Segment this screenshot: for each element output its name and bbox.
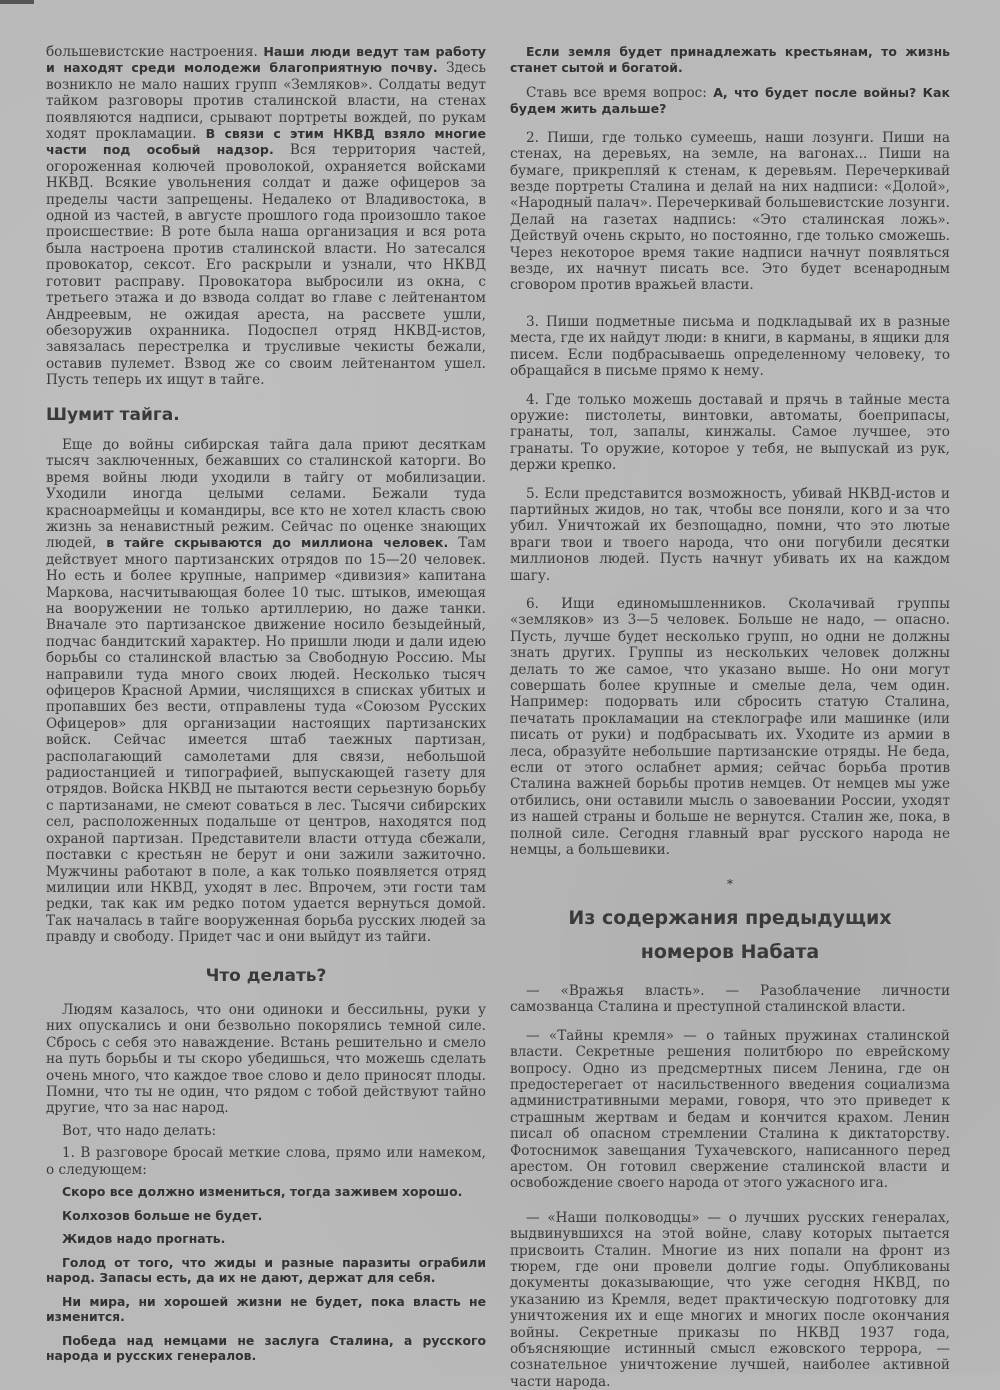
list-item-2: 2. Пиши, где только сумеешь, наши лозунги. Пиши на стенах, на деревьях, на земле, на вагонах... Пиши на бумаге, прикрепляй к стенам, к деревьям. Перечеркивай везде портреты Сталина и делай на них надписи: «Долой», «Народный палач». Перечеркивай большевистские лозунги. Делай на газетах надпись: «Это сталинская ложь». Действуй очень скрыто, но постоянно, где только сможешь. Через некоторое время такие надписи начнут появляться везде, их начнут писать все. Это будет всенародным сговором против вражьей власти. (510, 129, 950, 294)
right-column (510, 44, 950, 1390)
text: Вся территория частей, огороженная колючей проволокой, охраняется войсками НКВД. Всякие увольнения солдат и даже офицеров за пределы части запрещены. Недалеко от Владивостока, в одной из частей, в августе прошлого года произошло такое происшествие: В роте была наша организация и вся рота была настроена против сталинской власти. Но затесался провокатор, сексот. Его раскрыли и узнали, что НКВД готовит расправу. Провокатора выбросили из окна, с третьего этажа и до взвода солдат во главе с лейтенантом Андреевым, не ожидая ареста, на рассвете ушли, обезоружив охранника. Подоспел отряд НКВД-истов, завязалась перестрелка и трусливые чекисты бежали, оставив пулемет. Взвод же со своим лейтенантом ушел. Пусть теперь их ищут в тайге. (46, 142, 486, 389)
bold-text: в тайге скрываются до миллиона человек. (106, 535, 449, 551)
section-heading-taiga: Шумит тайга. (46, 404, 180, 425)
scan-edge-mark (0, 0, 34, 4)
paragraph-here-is: Вот, что надо делать: (62, 1122, 217, 1139)
slogan: Жидов надо прогнать. (62, 1231, 226, 1246)
bold-text: В связи с этим НКВД взяло многие части под особый надзор. (46, 126, 486, 158)
slogan: Скоро все должно измениться, тогда заживем хорошо. (62, 1184, 463, 1199)
paragraph-what-to-do: Людям казалось, что они одиноки и бессильны, руки у них опускались и они безвольно покорялись темной силе. Сбрось с себя это наваждение. Встань решительно и смело на путь борьбы и ты скоро убедишься, что можешь сделать очень много, что каждое твое слово и дело приносят плоды. Помни, что ты не один, что рядом с тобой действуют тайно другие, что за нас народ. (46, 1001, 486, 1117)
bold-text: Наши люди ведут там работу и находят среди молодежи благоприятную почву. (46, 44, 486, 76)
contents-heading (510, 901, 950, 969)
slogan: Голод от того, что жиды и разные паразиты ограбили народ. Запасы есть, да их не дают, держат для себя. (46, 1254, 486, 1285)
slogan: Победа над немцами не заслуга Сталина, а русского народа и русских генералов. (46, 1332, 486, 1363)
list-item-4: 4. Где только можешь доставай и прячь в тайные места оружие: пистолеты, винтовки, автоматы, боеприпасы, гранаты, тол, запалы, кинжалы. Самое лучшее, это гранаты. То оружие, которое у тебя, не выпускай из рук, держи крепко. (510, 391, 950, 474)
separator-asterisk: * (727, 877, 733, 892)
contents-entry: — «Вражья власть». — Разоблачение личности самозванца Сталина и преступной сталинской власти. (510, 982, 950, 1016)
slogan: Ни мира, ни хорошей жизни не будет, пока власть не изменится. (46, 1293, 486, 1324)
contents-entry: — «Тайны кремля» — о тайных пружинах сталинской власти. Секретные решения политбюро по еврейскому вопросу. Одно из предсмертных писем Ленина, где он предостерегает от насильственного введения социализма административными мерами, говоря, что это приведет к страшным жертвам и бедам и кончится крахом. Ленин писал об опасном стремлении Сталина к диктаторству. Фотоснимок завещания Тухачевского, написанного перед арестом. Он готовил свержение сталинской власти и освобождение своего народа от этого ужасного ига. (510, 1027, 950, 1192)
contents-heading-line1: Из содержания предыдущих (568, 906, 892, 929)
list-item-6: 6. Ищи единомышленников. Сколачивай группы «земляков» из 3—5 человек. Больше не надо, — опасно. Пусть, лучше будет несколько групп, но одни не должны знать других. Группы из нескольких человек должны делать то же самое, что указано выше. Но они могут совершать более крупные и смелые дела, чем один. Например: подорвать или сбросить статую Сталина, печатать прокламации на стеклографе или машинке (или писать от руки) и подбрасывать их. Уходите из армии в леса, образуйте небольшие партизанские отряды. Не беда, если от этого ослабнет армия; сейчас борьба против Сталина важней борьбы против немцев. От немцев мы уже отбились, они оставили мысль о завоевании России, уходят из нашей страны и больше не вернутся. Сталин же, пока, в полной силе. Сегодня главный враг русского народа не немцы, а большевики. (510, 595, 950, 859)
text: Там действует много партизанских отрядов по 15—20 человек. Но есть и более крупные, например «дивизия» капитана Маркова, насчитывающая более 10 тыс. штыков, имеющая на вооружении не только артиллерию, но даже танки. Вначале это партизанское движение носило безыдейный, подчас бандитский характер. Но пришли люди и дали идею борьбы со сталинской властью за Свободную Россию. Мы направили туда много своих людей. Несколько тысяч офицеров Красной Армии, числящихся в списках убитых и пропавших без вести, отправлены туда «Союзом Русских Офицеров» для организации настоящих партизанских войск. Сейчас имеется штаб таежных партизан, располагающий самолетами для связи, небольшой радиостанцией и типографией, выпускающей газету для отрядов. Войска НКВД не пытаются вести серьезную борьбу с партизанами, не смеют соваться в лес. Тысячи сибирских сел, расположенных подальше от центров, находятся под охраной партизан. Представители власти оттуда сбежали, поставки с крестьян не берут и они зажили зажиточно. Мужчины работают в поле, а как только появляется отряд милиции или НКВД, уходят в лес. Впрочем, эти гости там редки, так как им редко потом удается вернуться домой. Так началась в тайге вооруженная борьба русских людей за правду и свободу. Придет час и они выйдут из тайги. (46, 535, 486, 946)
text: Ставь все время вопрос: (526, 85, 714, 101)
list-item-5: 5. Если представится возможность, убивай НКВД-истов и партийных жидов, но так, чтобы все поняли, кого и за что убил. Уничтожай их безпощадно, помни, что это лютые враги твои и твоего народа, что они погубили десятки миллионов людей. Пусть начнут убивать их на каждом шагу. (510, 485, 950, 584)
text: Здесь возникло не мало наших групп «Земляков». Солдаты ведут тайком разговоры против сталинской власти, на стенах появляются надписи, срывают портреты вождей, по рукам ходят прокламации. (46, 60, 486, 143)
slogan-list (46, 1184, 486, 1364)
paragraph-taiga (46, 437, 486, 946)
list-item-3: 3. Пиши подметные письма и подкладывай их в разные места, где их найдут люди: в книги, в карманы, в ящики для писем. Если подбрасываешь определенному человеку, то обращайся в письме прямо к нему. (510, 313, 950, 380)
paragraph-item-1: 1. В разговоре бросай меткие слова, прямо или намеком, о следующем: (46, 1145, 486, 1178)
bold-text: А, что будет после войны? Как будем жить дальше? (510, 85, 950, 117)
left-column (46, 44, 486, 1372)
slogan-top: Если земля будет принадлежать крестьянам, то жизнь станет сытой и богатой. (510, 44, 950, 75)
contents-entry: — «Наши полководцы» — о лучших русских генералах, выдвинувшихся на этой войне, славу которых пытается присвоить Сталин. Многие из них попали на фронт из тюрем, где они провели долгие годы. Опубликованы документы доказывающие, что уже сегодня НКВД, по указанию из Кремля, ведет практическую подготовку для уничтожения их и еще многих и многих после окончания войны. Секретные приказы по НКВД 1937 года, объясняющие истинный смысл ежовского террора, — сознательное уничтожение лучшей, наиболее активной части народа. (510, 1209, 950, 1390)
contents-heading-line2: номеров Набата (640, 940, 820, 963)
text: большевистские настроения. (46, 44, 264, 60)
text: Еще до войны сибирская тайга дала приют десяткам тысяч заключенных, бежавших со сталинской каторги. Во время войны люди уходили в тайгу от мобилизации. Уходили иногда целыми селами. Бежали туда красноармейцы и командиры, все кто не хотел класть свою жизнь за ненавистный режим. Сейчас по оценке знающих людей, (46, 436, 486, 552)
paragraph-intro (46, 44, 486, 389)
section-heading-what-to-do: Что делать? (205, 965, 327, 986)
slogan: Колхозов больше не будет. (62, 1207, 263, 1223)
paragraph-question (510, 85, 950, 118)
